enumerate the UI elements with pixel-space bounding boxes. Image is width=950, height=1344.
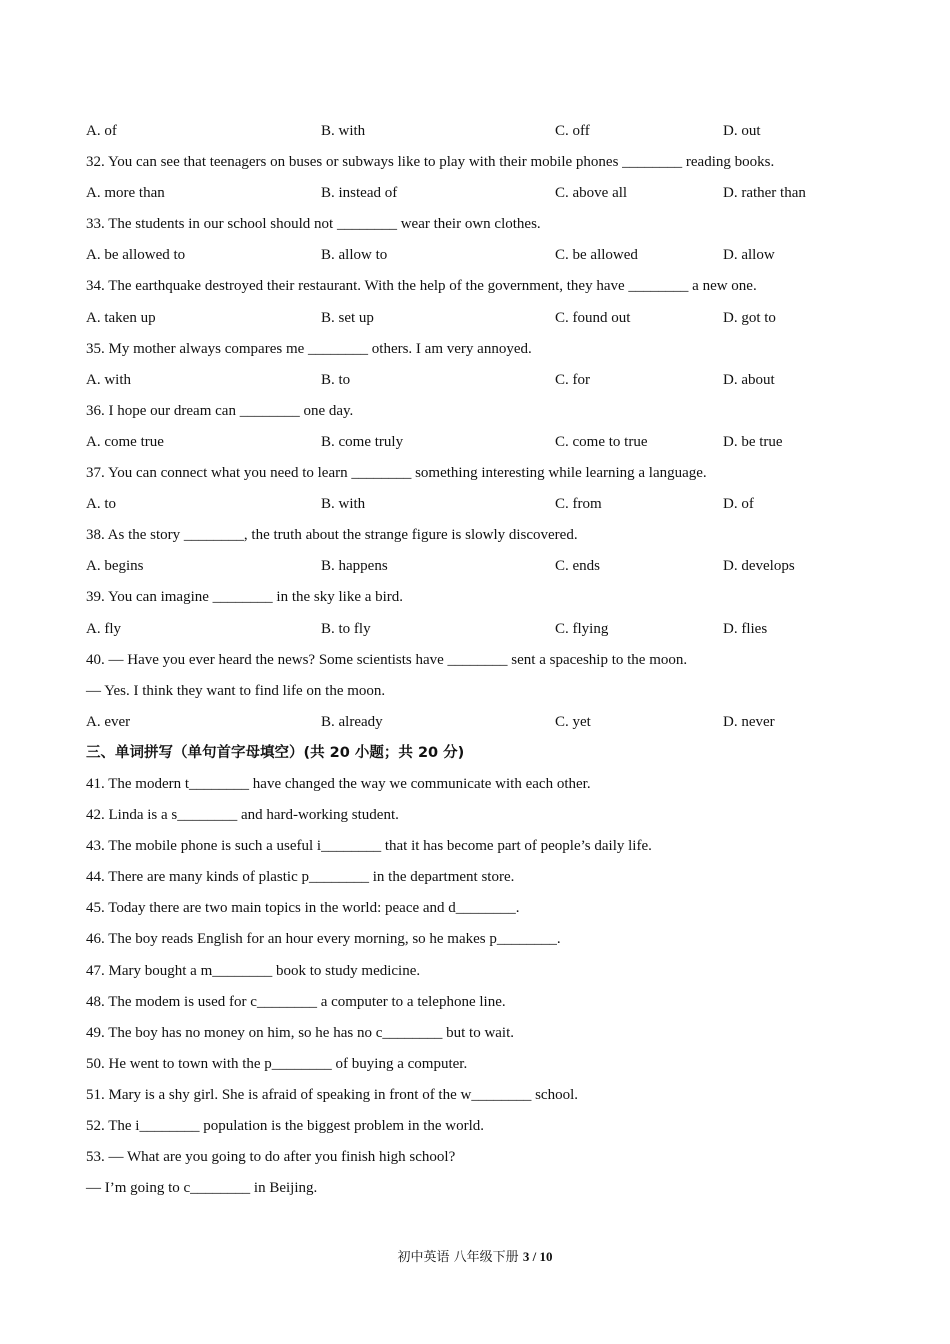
options-row-36 <box>86 431 876 462</box>
exam-page <box>86 120 876 1208</box>
question-40-reply: — Yes. I think they want to find life on the moon. <box>86 682 386 699</box>
spelling-item: 45. Today there are two main topics in the world: peace and d________. <box>86 900 520 917</box>
option-b: B. come truly <box>321 433 404 450</box>
options-row-37 <box>86 493 876 524</box>
options-row-38 <box>86 555 876 586</box>
option-a: A. of <box>86 123 117 139</box>
options-row-31 <box>86 120 876 151</box>
options-row-35 <box>86 369 876 400</box>
spelling-item: 42. Linda is a s________ and hard-working student. <box>86 807 399 824</box>
option-a: A. begins <box>86 558 144 575</box>
option-c: C. flying <box>555 620 609 637</box>
option-b: B. with <box>321 123 366 139</box>
spelling-item: 46. The boy reads English for an hour every morning, so he makes p________. <box>86 931 561 948</box>
question-40: 40. — Have you ever heard the news? Some scientists have ________ sent a spaceship to the moon. <box>86 651 688 668</box>
question-38: 38. As the story ________, the truth about the strange figure is slowly discovered. <box>86 527 578 544</box>
options-row-40 <box>86 711 876 742</box>
option-d: D. got to <box>723 309 776 326</box>
option-d: D. develops <box>723 558 795 575</box>
option-c: C. yet <box>555 713 591 730</box>
option-d: D. never <box>723 713 775 730</box>
option-d: D. flies <box>723 620 768 637</box>
option-d: D. about <box>723 371 775 388</box>
option-a: A. with <box>86 371 131 388</box>
spelling-item: 47. Mary bought a m________ book to study medicine. <box>86 962 421 979</box>
question-35: 35. My mother always compares me ________ others. I am very annoyed. <box>86 340 532 357</box>
option-d: D. out <box>723 123 761 139</box>
option-d: D. allow <box>723 247 775 264</box>
question-32: 32. You can see that teenagers on buses or subways like to play with their mobile phones ________ reading books. <box>86 154 775 171</box>
option-a: A. come true <box>86 433 164 450</box>
option-b: B. allow to <box>321 247 388 264</box>
option-c: C. ends <box>555 558 600 575</box>
option-d: D. be true <box>723 433 783 450</box>
option-b: B. already <box>321 713 383 730</box>
options-row-33 <box>86 244 876 275</box>
options-row-39 <box>86 618 876 649</box>
question-37: 37. You can connect what you need to learn ________ something interesting while learning a language. <box>86 465 707 482</box>
option-a: A. to <box>86 496 116 513</box>
spelling-item: 43. The mobile phone is such a useful i________ that it has become part of people’s daily life. <box>86 838 652 855</box>
option-b: B. set up <box>321 309 374 326</box>
option-d: D. rather than <box>723 185 806 202</box>
option-c: C. from <box>555 496 602 513</box>
spelling-item-reply: — I’m going to c________ in Beijing. <box>86 1180 318 1197</box>
option-c: C. off <box>555 123 590 139</box>
spelling-item: 49. The boy has no money on him, so he has no c________ but to wait. <box>86 1024 515 1041</box>
option-a: A. ever <box>86 713 131 730</box>
options-row-32 <box>86 182 876 213</box>
option-b: B. with <box>321 496 366 513</box>
spelling-item: 50. He went to town with the p________ of buying a computer. <box>86 1055 468 1072</box>
option-a: A. more than <box>86 185 165 202</box>
spelling-item: 44. There are many kinds of plastic p________ in the department store. <box>86 869 515 886</box>
question-34: 34. The earthquake destroyed their restaurant. With the help of the government, they have ________ a new one. <box>86 278 757 295</box>
spelling-item: 41. The modern t________ have changed the way we communicate with each other. <box>86 775 591 792</box>
question-33: 33. The students in our school should not ________ wear their own clothes. <box>86 216 541 233</box>
option-c: C. above all <box>555 185 628 202</box>
section-title: 三、单词拼写（单句首字母填空）(共 20 小题；共 20 分) <box>86 744 465 761</box>
option-a: A. fly <box>86 620 121 637</box>
page-number: 3 / 10 <box>522 1249 553 1264</box>
spelling-item: 51. Mary is a shy girl. She is afraid of speaking in front of the w________ school. <box>86 1086 579 1103</box>
footer-label: 初中英语 八年级下册 <box>397 1250 519 1265</box>
question-36: 36. I hope our dream can ________ one day. <box>86 402 354 419</box>
option-c: C. come to true <box>555 433 648 450</box>
spelling-item: 48. The modem is used for c________ a computer to a telephone line. <box>86 993 506 1010</box>
options-row-34 <box>86 307 876 338</box>
option-c: C. be allowed <box>555 247 638 264</box>
option-d: D. of <box>723 496 754 513</box>
spelling-item: 53. — What are you going to do after you finish high school? <box>86 1149 456 1166</box>
page-footer <box>0 1246 950 1265</box>
option-c: C. for <box>555 371 590 388</box>
option-b: B. instead of <box>321 185 398 202</box>
spelling-item: 52. The i________ population is the biggest problem in the world. <box>86 1118 485 1134</box>
option-b: B. to fly <box>321 620 371 637</box>
option-c: C. found out <box>555 309 631 326</box>
option-b: B. happens <box>321 558 388 575</box>
question-39: 39. You can imagine ________ in the sky like a bird. <box>86 589 404 606</box>
option-a: A. taken up <box>86 309 156 326</box>
option-a: A. be allowed to <box>86 247 186 264</box>
option-b: B. to <box>321 371 351 388</box>
